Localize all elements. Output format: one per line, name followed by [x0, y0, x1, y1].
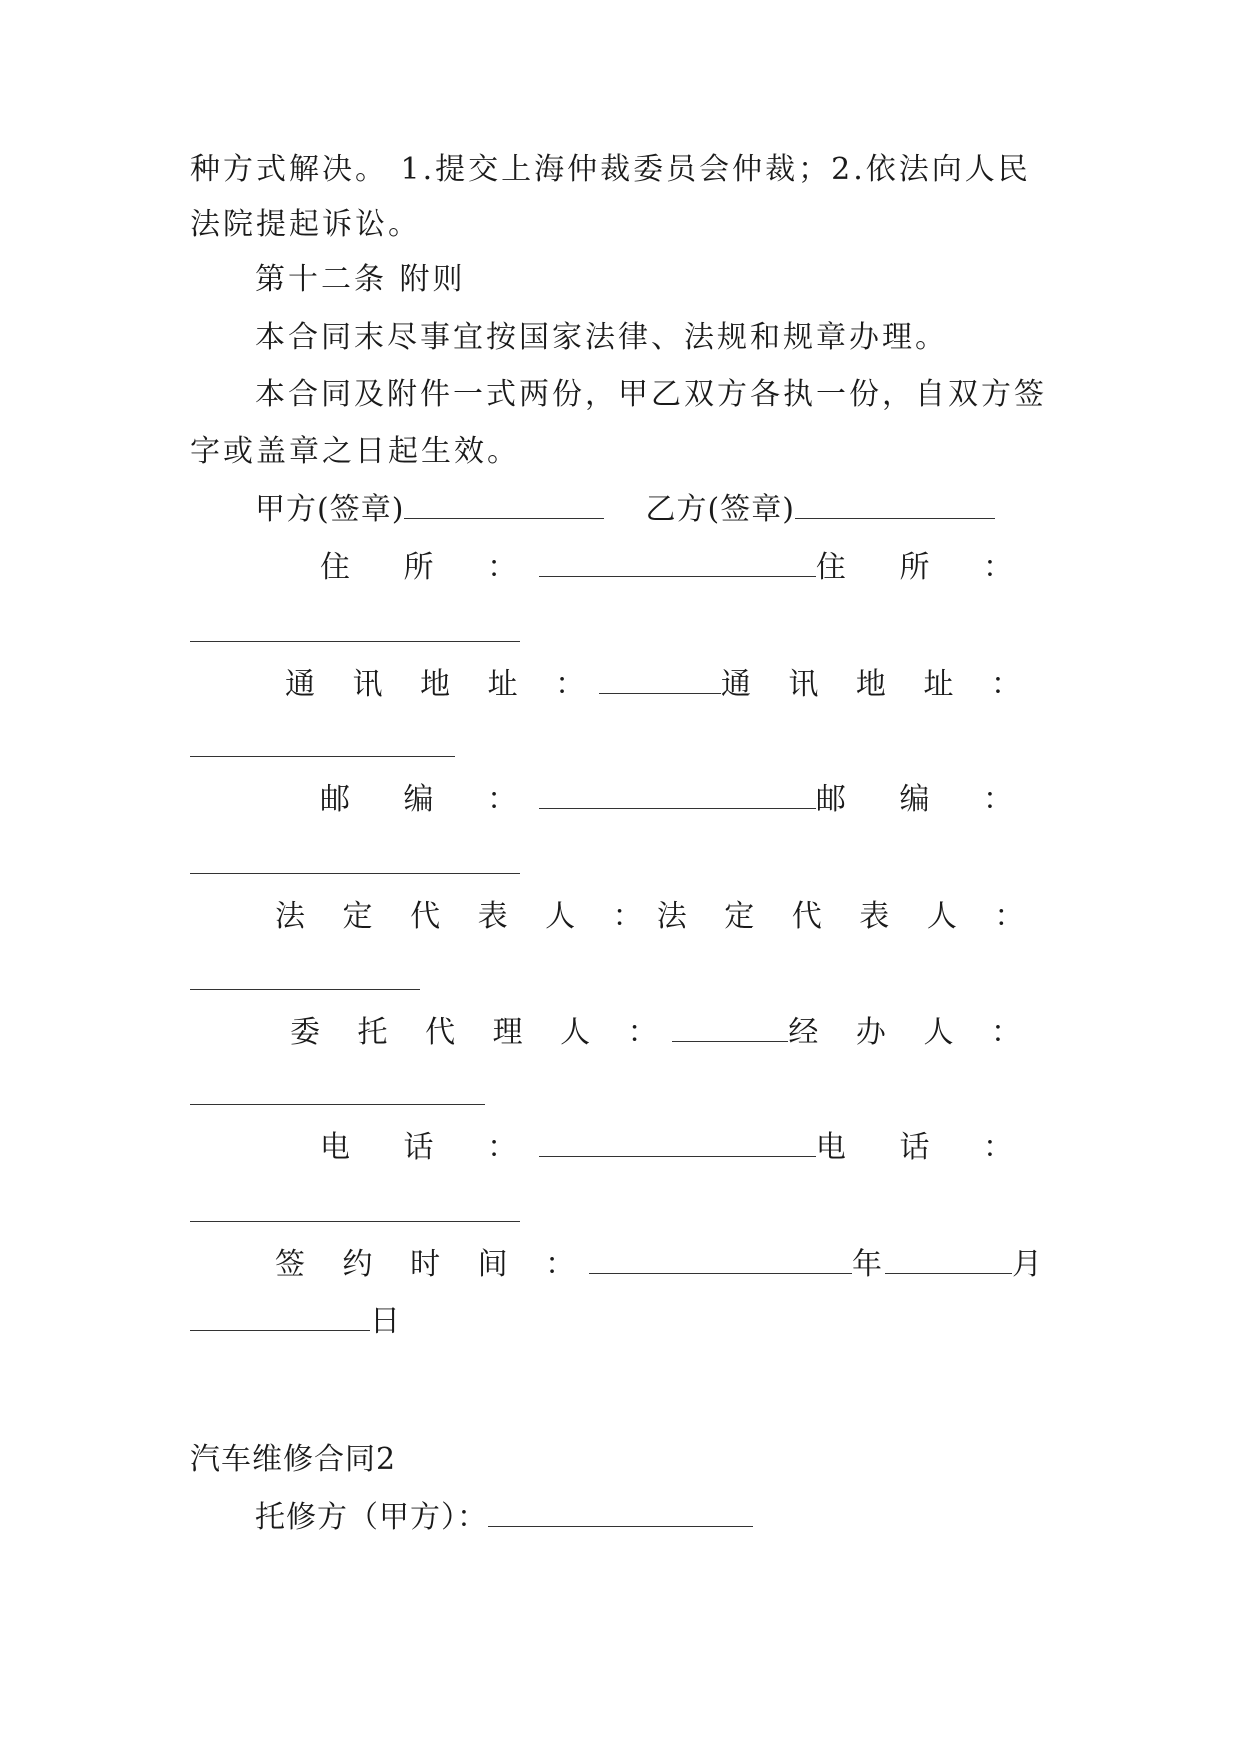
handler-label: 经 办 人 ：	[788, 1015, 1035, 1050]
party-b-blank[interactable]	[795, 491, 995, 519]
postcode-blank-a[interactable]	[539, 781, 816, 809]
day-label: 日	[370, 1304, 403, 1339]
year-label: 年	[851, 1247, 885, 1282]
legal-rep-label-a: 法 定 代 表 人 ：	[275, 899, 657, 934]
party-b-label: 乙方(签章)	[645, 492, 795, 527]
text-line: 本合同及附件一式两份，甲乙双方各执一份，自双方签	[255, 377, 1047, 412]
address-row	[320, 548, 1035, 588]
postcode-label-a: 邮 编 ：	[320, 782, 540, 817]
section-title: 汽车维修合同2	[190, 1442, 397, 1477]
client-row	[255, 1498, 1050, 1538]
text-line: 字或盖章之日起生效。	[190, 434, 520, 469]
phone-blank-b[interactable]	[190, 1220, 520, 1222]
postcode-blank-b[interactable]	[190, 872, 520, 874]
text-line: 种方式解决。 1.提交上海仲裁委员会仲裁；2.依法向人民	[190, 152, 1031, 187]
party-a-blank[interactable]	[404, 491, 604, 519]
mail-address-label-b: 通 讯 地 址 ：	[720, 667, 1035, 702]
phone-label-a: 电 话 ：	[320, 1130, 540, 1165]
agent-row	[290, 1013, 1035, 1053]
day-blank[interactable]	[190, 1303, 370, 1331]
party-a-label: 甲方(签章)	[255, 492, 405, 527]
postcode-row	[320, 780, 1035, 820]
month-blank[interactable]	[885, 1246, 1012, 1274]
legal-rep-blank-b[interactable]	[190, 988, 420, 990]
postcode-label-b: 邮 编 ：	[815, 782, 1035, 817]
sign-time-label: 签 约 时 间 ：	[275, 1247, 590, 1282]
phone-label-b: 电 话 ：	[815, 1130, 1035, 1165]
phone-row	[320, 1128, 1035, 1168]
legal-rep-label-b: 法 定 代 表 人 ：	[656, 899, 1039, 934]
phone-blank-a[interactable]	[539, 1129, 816, 1157]
month-label: 月	[1012, 1247, 1045, 1282]
signature-row	[255, 490, 1050, 530]
address-blank-b[interactable]	[190, 640, 520, 642]
legal-rep-row	[275, 897, 1039, 937]
handler-blank[interactable]	[190, 1103, 485, 1105]
address-label-a: 住 所 ：	[320, 550, 540, 585]
mail-address-blank-b[interactable]	[190, 755, 455, 757]
mail-address-label-a: 通 讯 地 址 ：	[285, 667, 600, 702]
agent-label: 委 托 代 理 人 ：	[290, 1015, 672, 1050]
client-blank[interactable]	[488, 1499, 753, 1527]
day-row	[190, 1302, 1050, 1342]
mail-address-blank-a[interactable]	[599, 666, 721, 694]
sign-time-row	[275, 1245, 1045, 1285]
text-line: 本合同末尽事宜按国家法律、法规和规章办理。	[255, 320, 948, 355]
year-blank[interactable]	[589, 1246, 852, 1274]
client-label: 托修方（甲方）：	[255, 1500, 488, 1535]
address-blank-a[interactable]	[539, 549, 816, 577]
text-line: 法院提起诉讼。	[190, 207, 421, 242]
mail-address-row	[285, 665, 1035, 705]
address-label-b: 住 所 ：	[815, 550, 1035, 585]
agent-blank[interactable]	[672, 1014, 789, 1042]
article-heading: 第十二条 附则	[255, 262, 466, 297]
